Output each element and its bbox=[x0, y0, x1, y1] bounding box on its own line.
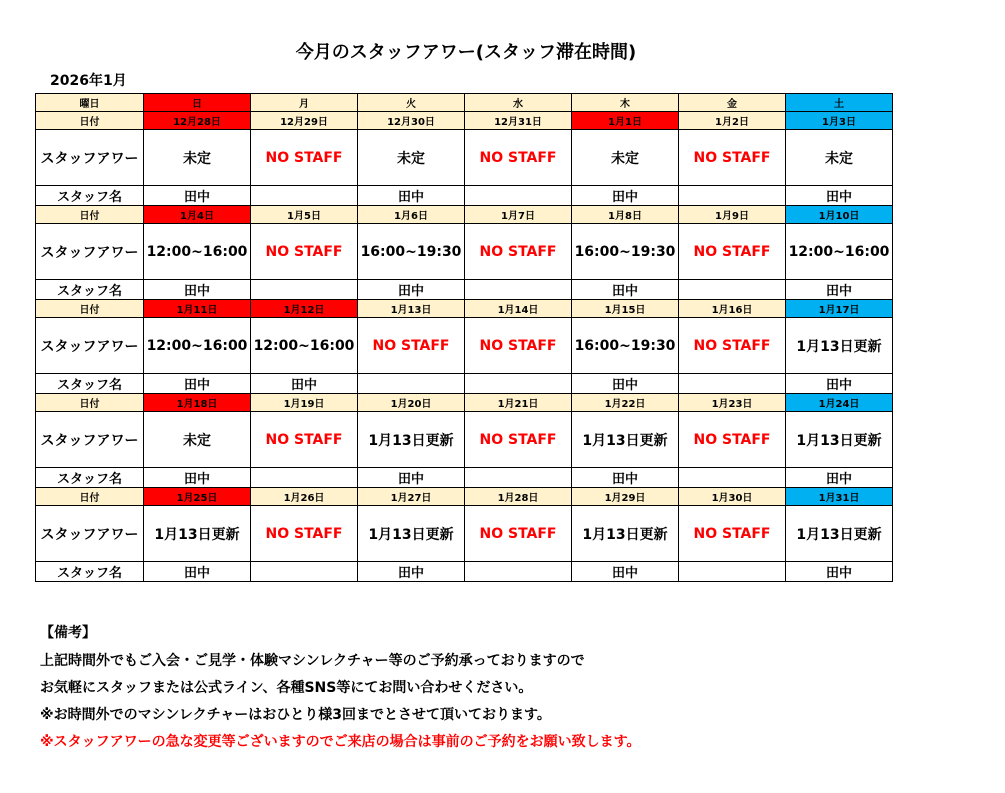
hours-cell: NO STAFF bbox=[679, 506, 786, 562]
staff-cell: 田中 bbox=[358, 562, 465, 582]
staff-cell bbox=[465, 374, 572, 394]
hours-cell: 1月13日更新 bbox=[144, 506, 251, 562]
hours-row bbox=[36, 130, 893, 186]
staff-cell: 田中 bbox=[572, 468, 679, 488]
date-cell: 1月28日 bbox=[465, 488, 572, 506]
date-cell: 12月29日 bbox=[251, 112, 358, 130]
staff-cell: 田中 bbox=[358, 468, 465, 488]
date-cell: 1月2日 bbox=[679, 112, 786, 130]
date-row bbox=[36, 488, 893, 506]
date-cell: 1月27日 bbox=[358, 488, 465, 506]
weekday-cell: 土 bbox=[786, 94, 893, 112]
staff-cell bbox=[679, 186, 786, 206]
staff-cell: 田中 bbox=[572, 186, 679, 206]
date-cell: 1月21日 bbox=[465, 394, 572, 412]
date-label: 日付 bbox=[36, 112, 144, 130]
staff-cell: 田中 bbox=[572, 562, 679, 582]
hours-cell: 1月13日更新 bbox=[572, 412, 679, 468]
hours-cell: 未定 bbox=[786, 130, 893, 186]
hours-row bbox=[36, 224, 893, 280]
staff-cell bbox=[251, 562, 358, 582]
staff-cell bbox=[465, 280, 572, 300]
hours-cell: 16:00~19:30 bbox=[572, 224, 679, 280]
weekday-cell: 水 bbox=[465, 94, 572, 112]
hours-cell: NO STAFF bbox=[679, 318, 786, 374]
hours-cell: 12:00~16:00 bbox=[786, 224, 893, 280]
date-cell: 1月5日 bbox=[251, 206, 358, 224]
staff-cell bbox=[251, 186, 358, 206]
date-cell: 1月9日 bbox=[679, 206, 786, 224]
date-row bbox=[36, 206, 893, 224]
hours-cell: 16:00~19:30 bbox=[358, 224, 465, 280]
staff-cell bbox=[358, 374, 465, 394]
hours-label: スタッフアワー bbox=[36, 412, 144, 468]
date-cell: 1月18日 bbox=[144, 394, 251, 412]
hours-cell: 未定 bbox=[144, 130, 251, 186]
date-cell: 1月15日 bbox=[572, 300, 679, 318]
date-cell: 1月14日 bbox=[465, 300, 572, 318]
date-cell: 1月11日 bbox=[144, 300, 251, 318]
date-cell: 1月7日 bbox=[465, 206, 572, 224]
staff-cell: 田中 bbox=[358, 186, 465, 206]
date-label: 日付 bbox=[36, 300, 144, 318]
date-cell: 1月3日 bbox=[786, 112, 893, 130]
staff-cell bbox=[679, 280, 786, 300]
staff-cell: 田中 bbox=[786, 468, 893, 488]
staff-label: スタッフ名 bbox=[36, 468, 144, 488]
staff-cell bbox=[465, 186, 572, 206]
staff-cell: 田中 bbox=[144, 374, 251, 394]
date-label: 日付 bbox=[36, 206, 144, 224]
staff-cell: 田中 bbox=[786, 562, 893, 582]
staff-cell: 田中 bbox=[144, 562, 251, 582]
staff-cell bbox=[679, 562, 786, 582]
staff-cell: 田中 bbox=[144, 468, 251, 488]
hours-cell: NO STAFF bbox=[465, 506, 572, 562]
staff-cell bbox=[251, 468, 358, 488]
staff-cell: 田中 bbox=[144, 280, 251, 300]
date-cell: 1月13日 bbox=[358, 300, 465, 318]
staff-cell bbox=[465, 468, 572, 488]
date-cell: 1月1日 bbox=[572, 112, 679, 130]
date-cell: 1月19日 bbox=[251, 394, 358, 412]
weekday-label: 曜日 bbox=[36, 94, 144, 112]
date-cell: 1月17日 bbox=[786, 300, 893, 318]
date-cell: 12月31日 bbox=[465, 112, 572, 130]
weekday-cell: 月 bbox=[251, 94, 358, 112]
date-cell: 1月4日 bbox=[144, 206, 251, 224]
hours-cell: 12:00~16:00 bbox=[251, 318, 358, 374]
staff-label: スタッフ名 bbox=[36, 374, 144, 394]
hours-cell: 1月13日更新 bbox=[786, 318, 893, 374]
weekday-cell: 金 bbox=[679, 94, 786, 112]
hours-row bbox=[36, 412, 893, 468]
staff-row bbox=[36, 374, 893, 394]
hours-cell: 1月13日更新 bbox=[786, 506, 893, 562]
hours-label: スタッフアワー bbox=[36, 318, 144, 374]
hours-cell: 12:00~16:00 bbox=[144, 318, 251, 374]
date-cell: 1月22日 bbox=[572, 394, 679, 412]
date-cell: 1月16日 bbox=[679, 300, 786, 318]
staff-label: スタッフ名 bbox=[36, 280, 144, 300]
date-label: 日付 bbox=[36, 394, 144, 412]
hours-cell: NO STAFF bbox=[679, 224, 786, 280]
staff-cell bbox=[679, 374, 786, 394]
hours-label: スタッフアワー bbox=[36, 224, 144, 280]
hours-cell: 未定 bbox=[572, 130, 679, 186]
hours-cell: NO STAFF bbox=[251, 130, 358, 186]
hours-cell: NO STAFF bbox=[358, 318, 465, 374]
date-cell: 1月12日 bbox=[251, 300, 358, 318]
staff-row bbox=[36, 186, 893, 206]
date-cell: 1月31日 bbox=[786, 488, 893, 506]
hours-cell: 16:00~19:30 bbox=[572, 318, 679, 374]
date-cell: 1月6日 bbox=[358, 206, 465, 224]
weekday-cell: 火 bbox=[358, 94, 465, 112]
date-cell: 1月24日 bbox=[786, 394, 893, 412]
hours-label: スタッフアワー bbox=[36, 506, 144, 562]
date-cell: 1月26日 bbox=[251, 488, 358, 506]
date-cell: 1月8日 bbox=[572, 206, 679, 224]
staff-cell: 田中 bbox=[572, 374, 679, 394]
page-title: 今月のスタッフアワー(スタッフ滞在時間) bbox=[295, 42, 637, 63]
hours-label: スタッフアワー bbox=[36, 130, 144, 186]
hours-cell: NO STAFF bbox=[465, 318, 572, 374]
hours-cell: NO STAFF bbox=[679, 130, 786, 186]
hours-cell: NO STAFF bbox=[251, 506, 358, 562]
staff-row bbox=[36, 468, 893, 488]
hours-cell: 12:00~16:00 bbox=[144, 224, 251, 280]
date-cell: 1月29日 bbox=[572, 488, 679, 506]
hours-cell: 未定 bbox=[358, 130, 465, 186]
hours-row bbox=[36, 318, 893, 374]
date-cell: 12月30日 bbox=[358, 112, 465, 130]
hours-cell: 未定 bbox=[144, 412, 251, 468]
staff-label: スタッフ名 bbox=[36, 562, 144, 582]
date-cell: 1月23日 bbox=[679, 394, 786, 412]
weekday-cell: 日 bbox=[144, 94, 251, 112]
month-label: 2026年1月 bbox=[50, 73, 127, 89]
hours-cell: NO STAFF bbox=[679, 412, 786, 468]
staff-cell: 田中 bbox=[144, 186, 251, 206]
staff-cell bbox=[465, 562, 572, 582]
hours-cell: NO STAFF bbox=[465, 412, 572, 468]
staff-cell bbox=[679, 468, 786, 488]
staff-cell: 田中 bbox=[572, 280, 679, 300]
hours-cell: NO STAFF bbox=[251, 224, 358, 280]
note-warning: ※スタッフアワーの急な変更等ございますのでご来店の場合は事前のご予約をお願い致します。 bbox=[40, 734, 641, 750]
staff-cell: 田中 bbox=[251, 374, 358, 394]
date-label: 日付 bbox=[36, 488, 144, 506]
weekday-row bbox=[36, 94, 893, 112]
staff-label: スタッフ名 bbox=[36, 186, 144, 206]
hours-cell: 1月13日更新 bbox=[358, 506, 465, 562]
staff-cell: 田中 bbox=[786, 280, 893, 300]
hours-cell: 1月13日更新 bbox=[572, 506, 679, 562]
date-row bbox=[36, 300, 893, 318]
date-cell: 1月25日 bbox=[144, 488, 251, 506]
staff-cell: 田中 bbox=[786, 374, 893, 394]
date-cell: 1月10日 bbox=[786, 206, 893, 224]
staff-row bbox=[36, 562, 893, 582]
date-cell: 1月30日 bbox=[679, 488, 786, 506]
note-line: ※お時間外でのマシンレクチャーはおひとり様3回までとさせて頂いております。 bbox=[40, 707, 551, 723]
notes-heading: 【備考】 bbox=[40, 625, 96, 641]
weekday-cell: 木 bbox=[572, 94, 679, 112]
hours-cell: NO STAFF bbox=[465, 130, 572, 186]
staff-cell bbox=[251, 280, 358, 300]
hours-cell: NO STAFF bbox=[251, 412, 358, 468]
date-row bbox=[36, 394, 893, 412]
staff-row bbox=[36, 280, 893, 300]
hours-cell: 1月13日更新 bbox=[358, 412, 465, 468]
note-line: 上記時間外でもご入会・ご見学・体験マシンレクチャー等のご予約承っておりますので bbox=[40, 653, 585, 669]
hours-cell: NO STAFF bbox=[465, 224, 572, 280]
staff-cell: 田中 bbox=[358, 280, 465, 300]
date-cell: 1月20日 bbox=[358, 394, 465, 412]
note-line: お気軽にスタッフまたは公式ライン、各種SNS等にてお問い合わせください。 bbox=[40, 680, 533, 696]
hours-cell: 1月13日更新 bbox=[786, 412, 893, 468]
hours-row bbox=[36, 506, 893, 562]
staff-hours-table bbox=[35, 93, 893, 582]
date-row bbox=[36, 112, 893, 130]
staff-cell: 田中 bbox=[786, 186, 893, 206]
date-cell: 12月28日 bbox=[144, 112, 251, 130]
